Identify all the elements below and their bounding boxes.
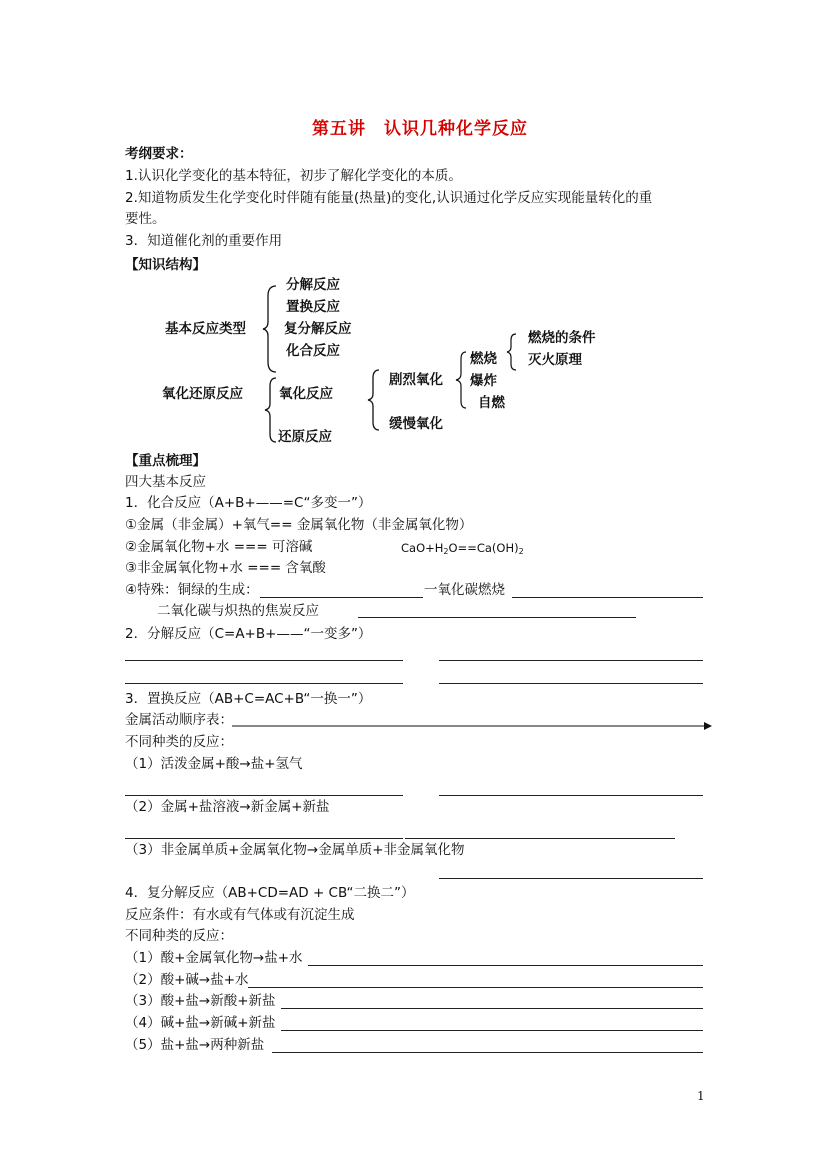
basic-type-double: 复分解反应 <box>284 321 352 337</box>
displacement-item-1: （1）活泼金属+酸→盐+氢气 <box>125 756 303 772</box>
double-condition: 反应条件：有水或有气体或有沉淀生成 <box>125 907 355 923</box>
basic-types-label: 基本反应类型 <box>165 321 246 337</box>
knowledge-heading: 【知识结构】 <box>125 257 206 273</box>
answer-line-disp-4[interactable] <box>405 838 675 839</box>
double-item-1: （1）酸+金属氧化物→盐+水 <box>125 950 303 966</box>
double-item-2: （2）酸+碱→盐+水 <box>125 972 249 988</box>
page-number: 1 <box>697 1089 705 1103</box>
double-item-5: （5）盐+盐→两种新盐 <box>125 1037 265 1053</box>
answer-line-disp-2[interactable] <box>439 795 703 796</box>
answer-line-co2-coke[interactable] <box>358 617 636 618</box>
requirement-item-3: 3．知道催化剂的重要作用 <box>125 233 283 249</box>
requirements-heading: 考纲要求： <box>125 146 193 162</box>
special-label: ④特殊：铜绿的生成： <box>125 582 259 598</box>
basic-type-combination: 化合反应 <box>286 343 340 359</box>
double-types-label: 不同种类的反应： <box>125 928 233 944</box>
double-item-4: （4）碱+盐→新碱+新盐 <box>125 1015 276 1031</box>
basic-type-displacement: 置换反应 <box>286 299 340 315</box>
answer-line-disp-3[interactable] <box>125 838 403 839</box>
answer-line-double-3[interactable] <box>281 1008 703 1009</box>
answer-line-decomp-2[interactable] <box>439 660 703 661</box>
co2-coke-label: 二氧化碳与炽热的焦炭反应 <box>157 603 319 619</box>
violent-brace <box>454 350 470 410</box>
burning-label: 燃烧 <box>470 351 497 367</box>
answer-line-disp-1[interactable] <box>125 795 403 796</box>
basic-type-decomposition: 分解反应 <box>286 277 340 293</box>
extinguish-principle: 灭火原理 <box>528 352 582 368</box>
slow-oxidation: 缓慢氧化 <box>389 416 443 432</box>
answer-line-double-5[interactable] <box>272 1052 703 1053</box>
decomposition-heading: 2．分解反应（C=A+B+——“一变多”） <box>125 626 372 642</box>
requirement-item-2-cont: 要性。 <box>125 211 166 227</box>
answer-line-double-1[interactable] <box>308 965 703 966</box>
answer-line-co-burn[interactable] <box>512 597 703 598</box>
basic-types-brace <box>262 284 282 374</box>
cao-equation: $CaO+H_2O==Ca(OH)_2$ <box>401 541 524 556</box>
combination-item-1: ①金属（非金属）+氧气== 金属氧化物（非金属氧化物） <box>125 517 473 533</box>
oxidation-brace <box>365 368 385 432</box>
double-item-3: （3）酸+盐→新酸+新盐 <box>125 993 276 1009</box>
displacement-types-label: 不同种类的反应： <box>125 734 233 750</box>
burn-conditions: 燃烧的条件 <box>528 330 596 346</box>
combination-heading: 1．化合反应（A+B+——=C“多变一”） <box>125 495 372 511</box>
spontaneous-label: 自燃 <box>478 395 505 411</box>
combination-item-3: ③非金属氧化物+水 === 含氧酸 <box>125 560 326 576</box>
activity-series-label: 金属活动顺序表： <box>125 712 233 728</box>
burning-brace <box>504 332 520 372</box>
violent-oxidation: 剧烈氧化 <box>389 372 443 388</box>
explosion-label: 爆炸 <box>470 373 497 389</box>
answer-line-decomp-1[interactable] <box>125 660 403 661</box>
oxidation-label: 氧化反应 <box>279 386 333 402</box>
requirement-item-2: 2.知道物质发生化学变化时伴随有能量(热量)的变化,认识通过化学反应实现能量转化的重 <box>125 190 653 206</box>
review-intro: 四大基本反应 <box>125 474 206 490</box>
requirement-item-1: 1.认识化学变化的基本特征，初步了解化学变化的本质。 <box>125 168 462 184</box>
review-heading: 【重点梳理】 <box>125 453 206 469</box>
answer-line-decomp-4[interactable] <box>439 683 703 684</box>
answer-line-double-2[interactable] <box>248 987 703 988</box>
answer-line-decomp-3[interactable] <box>125 683 403 684</box>
redox-label: 氧化还原反应 <box>162 386 243 402</box>
answer-line-double-4[interactable] <box>281 1030 703 1031</box>
answer-line-copper-green[interactable] <box>260 597 423 598</box>
combination-item-2: ②金属氧化物+水 === 可溶碱 <box>125 539 313 555</box>
co-burn-label: 一氧化碳燃烧 <box>424 582 505 598</box>
double-heading: 4．复分解反应（AB+CD=AD + CB“二换二”） <box>125 885 415 901</box>
reduction-label: 还原反应 <box>278 429 332 445</box>
page-title: 第五讲 认识几种化学反应 <box>312 119 528 139</box>
displacement-item-3: （3）非金属单质+金属氧化物→金属单质+非金属氧化物 <box>125 842 465 858</box>
answer-line-disp-5[interactable] <box>439 878 703 879</box>
displacement-heading: 3．置换反应（AB+C=AC+B“一换一”） <box>125 691 372 707</box>
displacement-item-2: （2）金属+盐溶液→新金属+新盐 <box>125 799 330 815</box>
activity-series-arrow <box>232 720 712 732</box>
